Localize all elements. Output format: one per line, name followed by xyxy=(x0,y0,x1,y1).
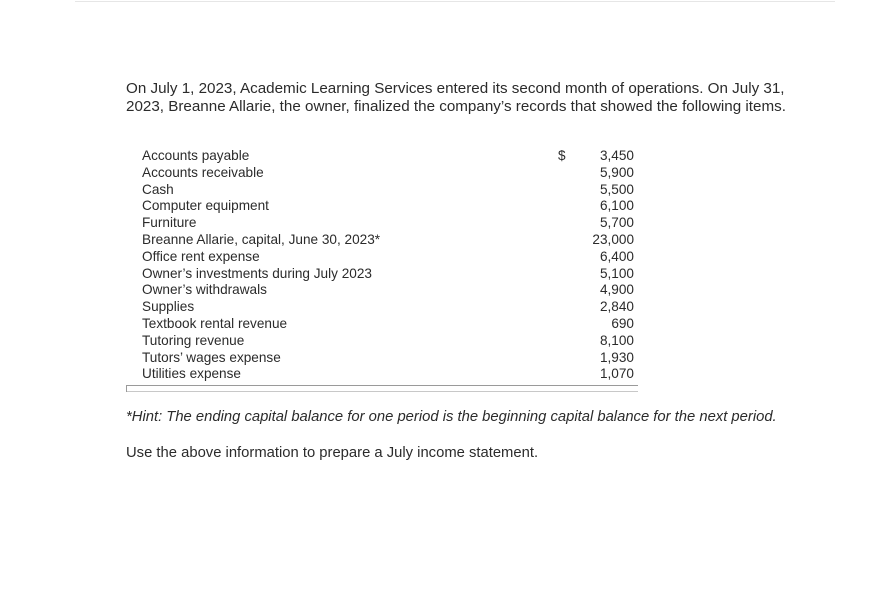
account-amount: 690 xyxy=(611,315,634,331)
account-name: Owner’s withdrawals xyxy=(142,282,267,298)
currency-symbol: $ xyxy=(558,148,566,163)
table-row xyxy=(142,249,634,266)
account-amount: 1,930 xyxy=(599,349,634,365)
table-bottom-rule xyxy=(126,385,638,392)
top-divider xyxy=(75,1,835,2)
account-amount: 5,500 xyxy=(599,181,634,197)
account-balances-table xyxy=(126,148,636,393)
account-name: Owner’s investments during July 2023 xyxy=(142,265,372,281)
account-amount: 6,400 xyxy=(599,248,634,264)
table-row xyxy=(142,333,634,350)
account-name: Tutoring revenue xyxy=(142,332,245,348)
account-name: Computer equipment xyxy=(142,198,269,214)
intro-line-1: On July 1, 2023, Academic Learning Services entered its second month of operations. On July 31, xyxy=(126,80,785,97)
instruction-text: Use the above information to prepare a July income statement. xyxy=(126,445,539,461)
account-name: Tutors’ wages expense xyxy=(142,349,281,365)
account-amount: 3,450 xyxy=(599,148,634,163)
account-amount: 2,840 xyxy=(599,299,634,315)
table-row xyxy=(142,165,634,182)
table-row xyxy=(142,182,634,199)
account-name: Utilities expense xyxy=(142,366,241,382)
table-row xyxy=(142,215,634,232)
table-row xyxy=(142,282,634,299)
table-row xyxy=(142,350,634,367)
account-amount: 5,100 xyxy=(599,265,634,281)
account-name: Furniture xyxy=(142,215,197,231)
account-amount: 23,000 xyxy=(592,231,634,247)
table-row xyxy=(142,198,634,215)
account-amount: 5,700 xyxy=(599,215,634,231)
problem-intro xyxy=(126,80,826,116)
account-name: Cash xyxy=(142,181,174,197)
hint-text: *Hint: The ending capital balance for one period is the beginning capital balance for the next period. xyxy=(126,409,777,425)
account-name: Textbook rental revenue xyxy=(142,315,288,331)
account-name: Breanne Allarie, capital, June 30, 2023* xyxy=(142,231,381,247)
account-name: Accounts receivable xyxy=(142,164,264,180)
table-row xyxy=(142,232,634,249)
account-amount: 1,070 xyxy=(599,366,634,382)
account-name: Accounts payable xyxy=(142,148,250,163)
table-row xyxy=(142,316,634,333)
table-row xyxy=(142,266,634,283)
account-name: Office rent expense xyxy=(142,248,260,264)
account-amount: 4,900 xyxy=(599,282,634,298)
account-amount: 8,100 xyxy=(599,332,634,348)
account-name: Supplies xyxy=(142,299,195,315)
intro-line-2: 2023, Breanne Allarie, the owner, finalized the company’s records that showed the following items. xyxy=(126,98,786,115)
account-rows xyxy=(142,148,634,383)
table-row xyxy=(142,366,634,383)
account-amount: 5,900 xyxy=(599,164,634,180)
table-row xyxy=(142,299,634,316)
table-row xyxy=(142,148,634,165)
account-amount: 6,100 xyxy=(599,198,634,214)
